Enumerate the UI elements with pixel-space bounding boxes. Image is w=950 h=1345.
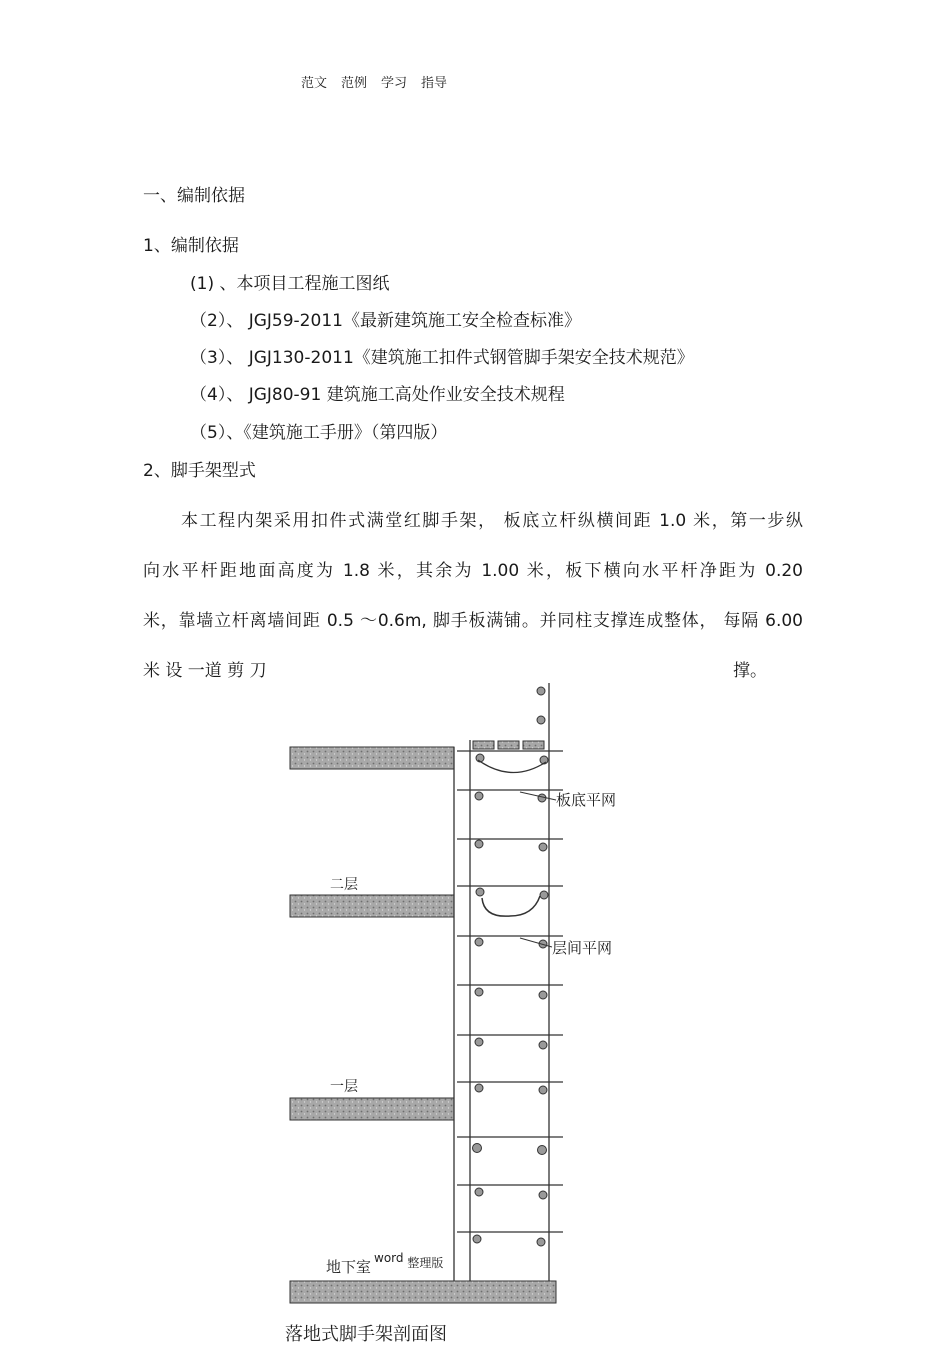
floor-net-label: 层间平网 xyxy=(552,939,613,957)
slab-net-label: 板底平网 xyxy=(556,791,617,809)
paragraph-line: 米，靠墙立杆离墙间距 0.5 ～0.6m, 脚手板满铺。并同柱支撑连成整体， 每隔 6.00 xyxy=(143,611,803,631)
floor1-label: 一层 xyxy=(330,1079,358,1095)
header-item: 范例 xyxy=(341,76,368,91)
ledgers xyxy=(457,751,563,1232)
basement-slab xyxy=(290,1281,556,1303)
footer-text: 整理版 xyxy=(407,1256,444,1270)
footer-sup: word xyxy=(374,1251,404,1265)
reference-item: （2）、 JGJ59-2011《最新建筑施工安全检查标准》 xyxy=(190,311,581,331)
floor-net xyxy=(482,896,540,916)
couplers xyxy=(473,687,549,1246)
subsection-title: 1、编制依据 xyxy=(143,236,239,256)
paragraph-line-end: 撑。 xyxy=(733,661,767,681)
paragraph-line: 米 设 一道 剪 刀 xyxy=(143,661,267,681)
floor2-slab xyxy=(290,895,454,917)
top-slab xyxy=(290,747,454,769)
paragraph-line: 向水平杆距地面高度为 1.8 米，其余为 1.00 米，板下横向水平杆净距为 0.20 xyxy=(143,561,803,581)
header-item: 学习 xyxy=(381,76,408,91)
subsection-title: 2、脚手架型式 xyxy=(143,461,256,481)
slab-net xyxy=(478,760,546,773)
header-item: 范文 xyxy=(301,76,328,91)
footer-note xyxy=(374,1251,443,1271)
reference-item: (1) 、本项目工程施工图纸 xyxy=(190,274,390,294)
reference-item: （4）、 JGJ80-91 建筑施工高处作业安全技术规程 xyxy=(190,385,565,405)
header-item: 指导 xyxy=(421,76,448,91)
reference-item: （5）、《建筑施工手册》（第四版） xyxy=(190,423,448,443)
paragraph-line: 本工程内架采用扣件式满堂红脚手架， 板底立杆纵横间距 1.0 米，第一步纵 xyxy=(181,511,803,531)
figure-caption: 落地式脚手架剖面图 xyxy=(285,1324,447,1345)
floor2-label: 二层 xyxy=(330,877,358,893)
reference-item: （3）、 JGJ130-2011《建筑施工扣件式钢管脚手架安全技术规范》 xyxy=(190,348,694,368)
floor1-slab xyxy=(290,1098,454,1120)
basement-label: 地下室 xyxy=(326,1258,372,1276)
section-title: 一、编制依据 xyxy=(143,186,245,206)
